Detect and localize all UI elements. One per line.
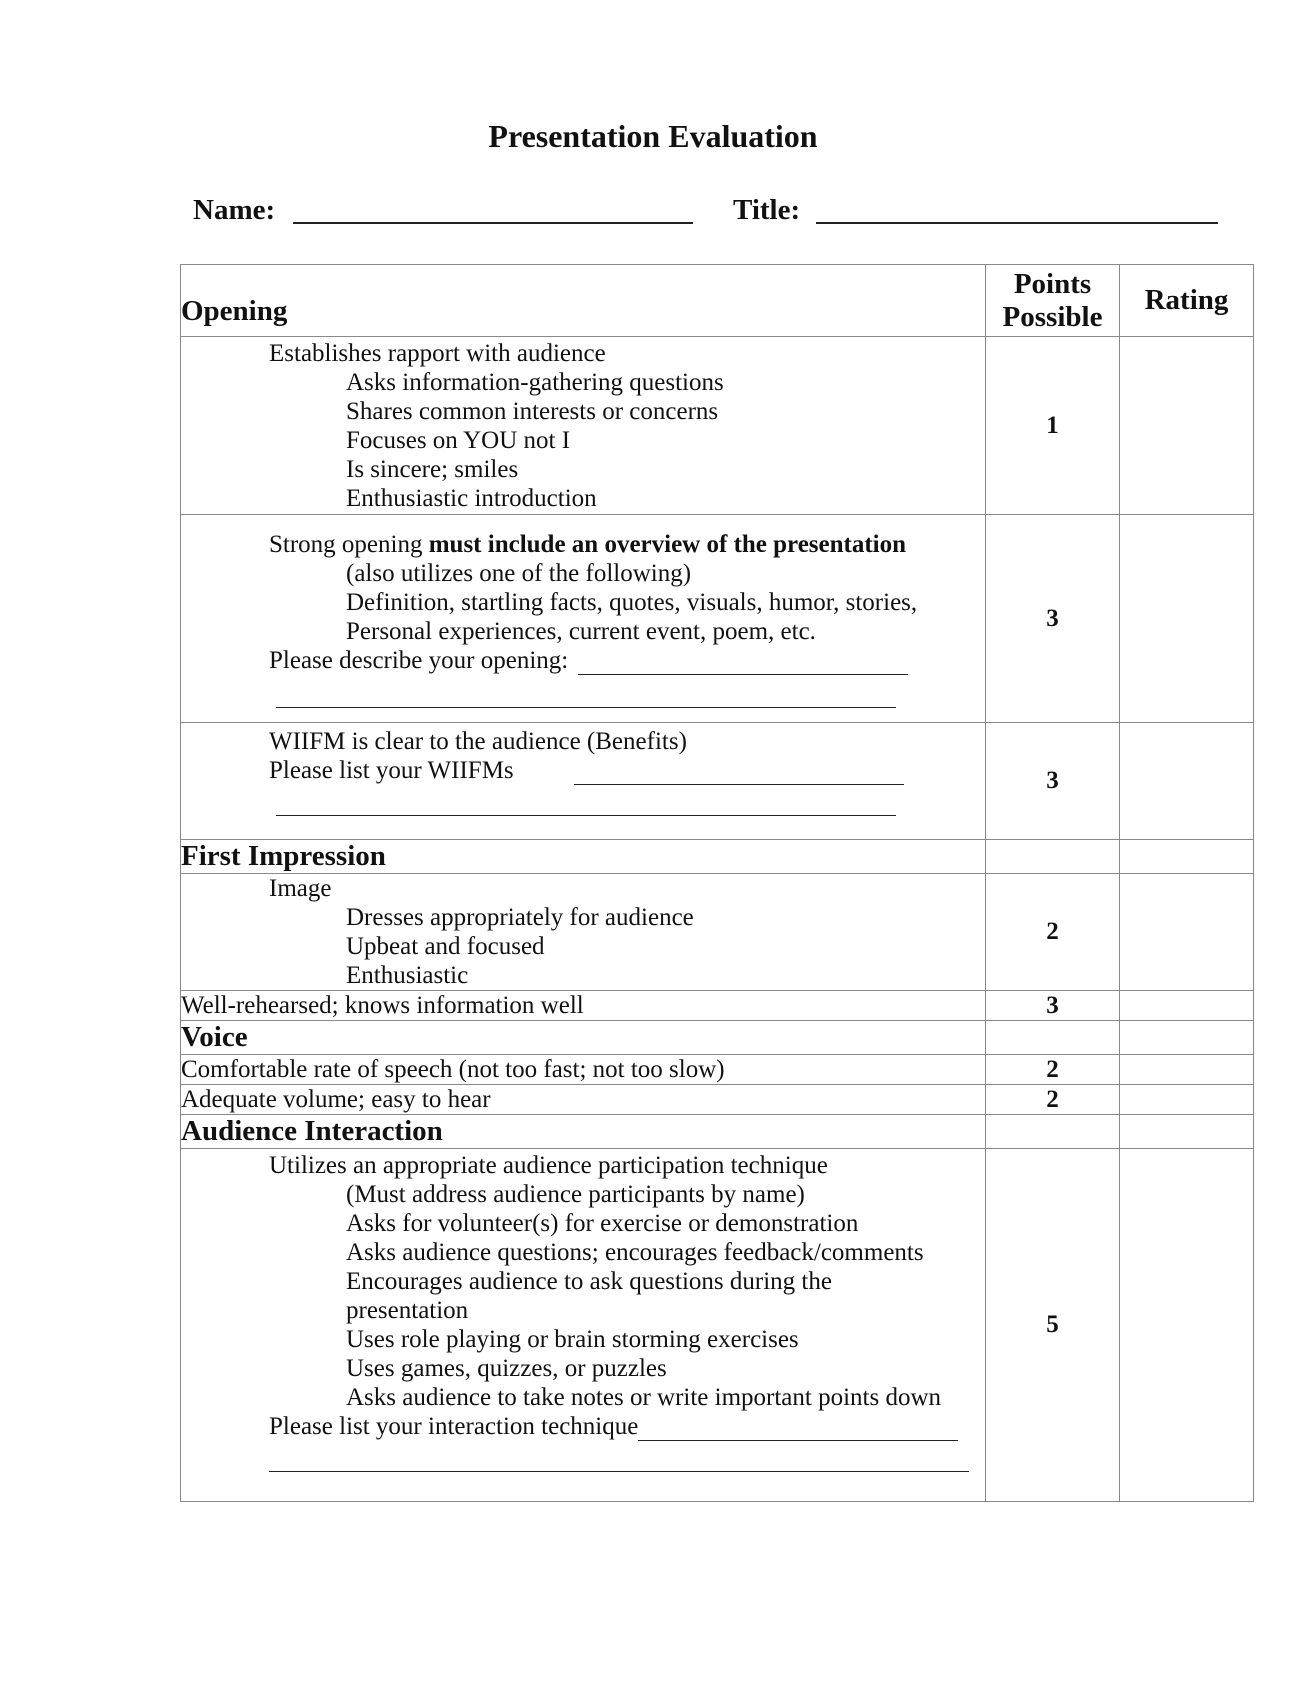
interaction-sub: Uses role playing or brain storming exercises	[346, 1326, 799, 1353]
table-row-voice-header	[181, 1021, 1254, 1055]
rating-header: Rating	[1120, 265, 1254, 337]
name-label: Name:	[193, 194, 276, 226]
interaction-answer-line-2[interactable]	[269, 1471, 969, 1472]
strong-opening-main	[181, 530, 985, 559]
interaction-sub: Asks audience questions; encourages feedback/comments	[346, 1239, 924, 1266]
interaction-points: 5	[986, 1149, 1120, 1502]
voice-rate-text: Comfortable rate of speech (not too fast; not too slow)	[181, 1055, 986, 1085]
voice-volume-points: 2	[986, 1085, 1120, 1115]
opening-prompt-row	[181, 646, 985, 675]
image-rating-cell[interactable]	[1120, 874, 1254, 991]
table-row-audience-header	[181, 1115, 1254, 1149]
rapport-main: Establishes rapport with audience	[269, 339, 606, 367]
rehearsed-rating-cell[interactable]	[1120, 991, 1254, 1021]
empty-cell	[1120, 1021, 1254, 1055]
title-field[interactable]	[816, 222, 1218, 224]
section-audience-interaction: Audience Interaction	[181, 1115, 986, 1149]
empty-cell	[986, 840, 1120, 874]
strong-opening-prefix: Strong opening	[269, 530, 429, 558]
rapport-sub: Is sincere; smiles	[346, 455, 519, 483]
image-sub: Enthusiastic	[346, 962, 469, 989]
table-row-first-impression-header	[181, 840, 1254, 874]
wiifm-answer-line-2[interactable]	[276, 815, 896, 816]
rehearsed-points: 3	[986, 991, 1120, 1021]
table-row-interaction	[181, 1149, 1254, 1502]
voice-volume-rating-cell[interactable]	[1120, 1085, 1254, 1115]
wiifm-rating-cell[interactable]	[1120, 723, 1254, 840]
empty-cell	[986, 1021, 1120, 1055]
interaction-sub: Encourages audience to ask questions during the	[346, 1268, 832, 1295]
interaction-sub: Asks for volunteer(s) for exercise or demonstration	[346, 1210, 859, 1237]
section-first-impression: First Impression	[181, 840, 986, 874]
wiifm-prompt-row	[181, 756, 985, 785]
wiifm-points: 3	[986, 723, 1120, 840]
strong-opening-bold: must include an overview of the presentation	[428, 530, 907, 558]
interaction-sub: presentation	[346, 1297, 469, 1324]
table-row-wiifm	[181, 723, 1254, 840]
points-header-line2: Possible	[1002, 300, 1103, 333]
rapport-sub: Shares common interests or concerns	[346, 397, 719, 425]
strong-opening-sub: (also utilizes one of the following)	[346, 559, 692, 587]
strong-opening-criteria	[181, 515, 986, 723]
strong-opening-points: 3	[986, 515, 1120, 723]
empty-cell	[1120, 840, 1254, 874]
table-row-image	[181, 874, 1254, 991]
image-points: 2	[986, 874, 1120, 991]
empty-cell	[986, 1115, 1120, 1149]
interaction-prompt-label: Please list your interaction technique	[269, 1413, 639, 1440]
interaction-sub: Asks audience to take notes or write important points down	[346, 1384, 942, 1411]
interaction-prompt-row	[181, 1412, 985, 1441]
interaction-main: Utilizes an appropriate audience participation technique	[269, 1152, 828, 1179]
interaction-rating-cell[interactable]	[1120, 1149, 1254, 1502]
rapport-sub: Focuses on YOU not I	[346, 426, 571, 454]
table-header-row	[181, 265, 1254, 337]
rapport-rating-cell[interactable]	[1120, 337, 1254, 515]
title-label: Title:	[733, 194, 801, 226]
points-possible-header	[986, 265, 1120, 337]
wiifm-answer-line[interactable]	[574, 762, 904, 785]
rehearsed-text: Well-rehearsed; knows information well	[181, 991, 986, 1021]
points-header-line1: Points	[1013, 267, 1092, 300]
interaction-answer-line[interactable]	[638, 1418, 958, 1441]
section-voice: Voice	[181, 1021, 986, 1055]
interaction-criteria	[181, 1149, 986, 1502]
image-main: Image	[269, 875, 332, 902]
table-row-rapport	[181, 337, 1254, 515]
rapport-criteria	[181, 337, 986, 515]
interaction-sub: Uses games, quizzes, or puzzles	[346, 1355, 667, 1382]
image-sub: Upbeat and focused	[346, 933, 545, 960]
table-row-voice-rate	[181, 1055, 1254, 1085]
interaction-sub: (Must address audience participants by name)	[346, 1181, 805, 1208]
strong-opening-rating-cell[interactable]	[1120, 515, 1254, 723]
wiifm-criteria	[181, 723, 986, 840]
rapport-sub: Enthusiastic introduction	[346, 484, 597, 512]
opening-answer-line[interactable]	[578, 652, 908, 675]
evaluation-table	[180, 264, 1254, 1502]
table-row-rehearsed	[181, 991, 1254, 1021]
opening-prompt-label: Please describe your opening:	[269, 646, 569, 674]
table-row-voice-volume	[181, 1085, 1254, 1115]
strong-opening-sub: Definition, startling facts, quotes, visuals, humor, stories,	[346, 588, 918, 616]
empty-cell	[1120, 1115, 1254, 1149]
image-criteria	[181, 874, 986, 991]
opening-answer-line-2[interactable]	[276, 707, 896, 708]
voice-rate-points: 2	[986, 1055, 1120, 1085]
voice-volume-text: Adequate volume; easy to hear	[181, 1085, 986, 1115]
name-field[interactable]	[293, 222, 693, 224]
strong-opening-sub: Personal experiences, current event, poem, etc.	[346, 617, 816, 645]
section-opening: Opening	[181, 265, 986, 337]
wiifm-main: WIIFM is clear to the audience (Benefits)	[269, 728, 687, 755]
rapport-points: 1	[986, 337, 1120, 515]
rapport-sub: Asks information-gathering questions	[346, 368, 724, 396]
voice-rate-rating-cell[interactable]	[1120, 1055, 1254, 1085]
image-sub: Dresses appropriately for audience	[346, 904, 694, 931]
table-row-strong-opening	[181, 515, 1254, 723]
page-title: Presentation Evaluation	[488, 118, 818, 154]
wiifm-prompt-label: Please list your WIIFMs	[269, 757, 514, 784]
